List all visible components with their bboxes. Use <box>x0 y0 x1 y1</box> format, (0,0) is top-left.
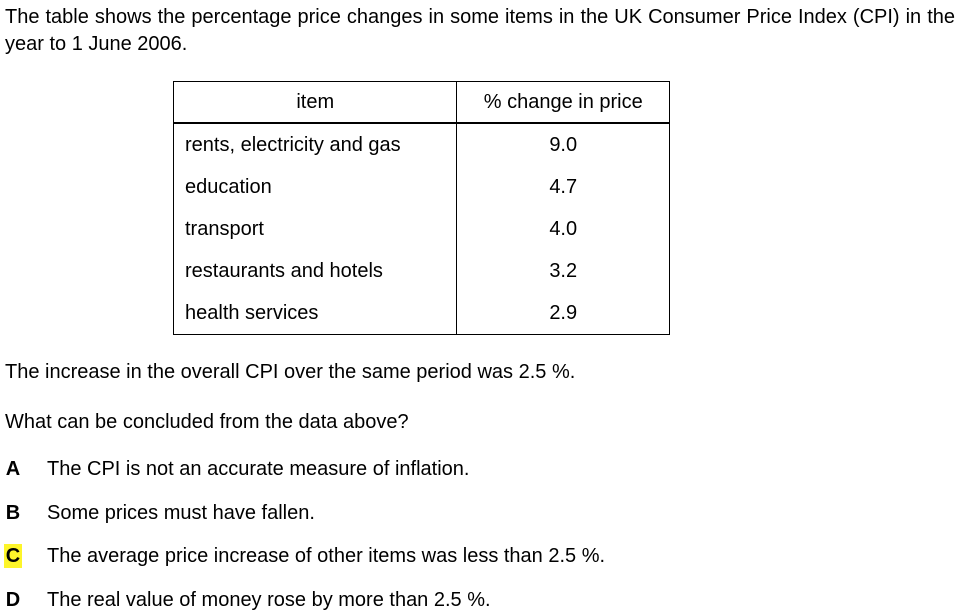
table-row <box>174 166 670 208</box>
row-item: health services <box>174 292 457 335</box>
option-b[interactable] <box>0 499 700 527</box>
row-change: 4.0 <box>457 208 670 250</box>
table-row <box>174 208 670 250</box>
option-text: Some prices must have fallen. <box>47 502 315 524</box>
option-letter: A <box>5 458 21 480</box>
intro-text: The table shows the percentage price changes in some items in the UK Consumer Price Index (CPI) in the year to 1 June 2006. <box>5 6 955 55</box>
option-a[interactable] <box>0 455 700 483</box>
cpi-table <box>173 81 670 335</box>
option-text: The CPI is not an accurate measure of inflation. <box>47 458 470 480</box>
question-text: What can be concluded from the data above? <box>5 411 409 433</box>
overall-cpi-text: The increase in the overall CPI over the same period was 2.5 %. <box>5 361 576 383</box>
row-change: 3.2 <box>457 250 670 292</box>
option-text: The average price increase of other items was less than 2.5 %. <box>47 545 606 567</box>
table-row <box>174 250 670 292</box>
row-change: 4.7 <box>457 166 670 208</box>
option-letter: D <box>5 589 21 611</box>
row-item: restaurants and hotels <box>174 250 457 292</box>
table-row <box>174 123 670 166</box>
table-row <box>174 292 670 335</box>
option-letter: B <box>5 502 21 524</box>
option-letter-selected: C <box>5 545 21 567</box>
table-header-row <box>174 82 670 124</box>
row-item: rents, electricity and gas <box>174 123 457 166</box>
header-change: % change in price <box>457 82 670 124</box>
row-change: 9.0 <box>457 123 670 166</box>
option-c[interactable] <box>0 542 700 570</box>
row-change: 2.9 <box>457 292 670 335</box>
header-item: item <box>174 82 457 124</box>
option-d[interactable] <box>0 586 700 614</box>
row-item: education <box>174 166 457 208</box>
option-text: The real value of money rose by more than 2.5 %. <box>47 589 491 611</box>
row-item: transport <box>174 208 457 250</box>
